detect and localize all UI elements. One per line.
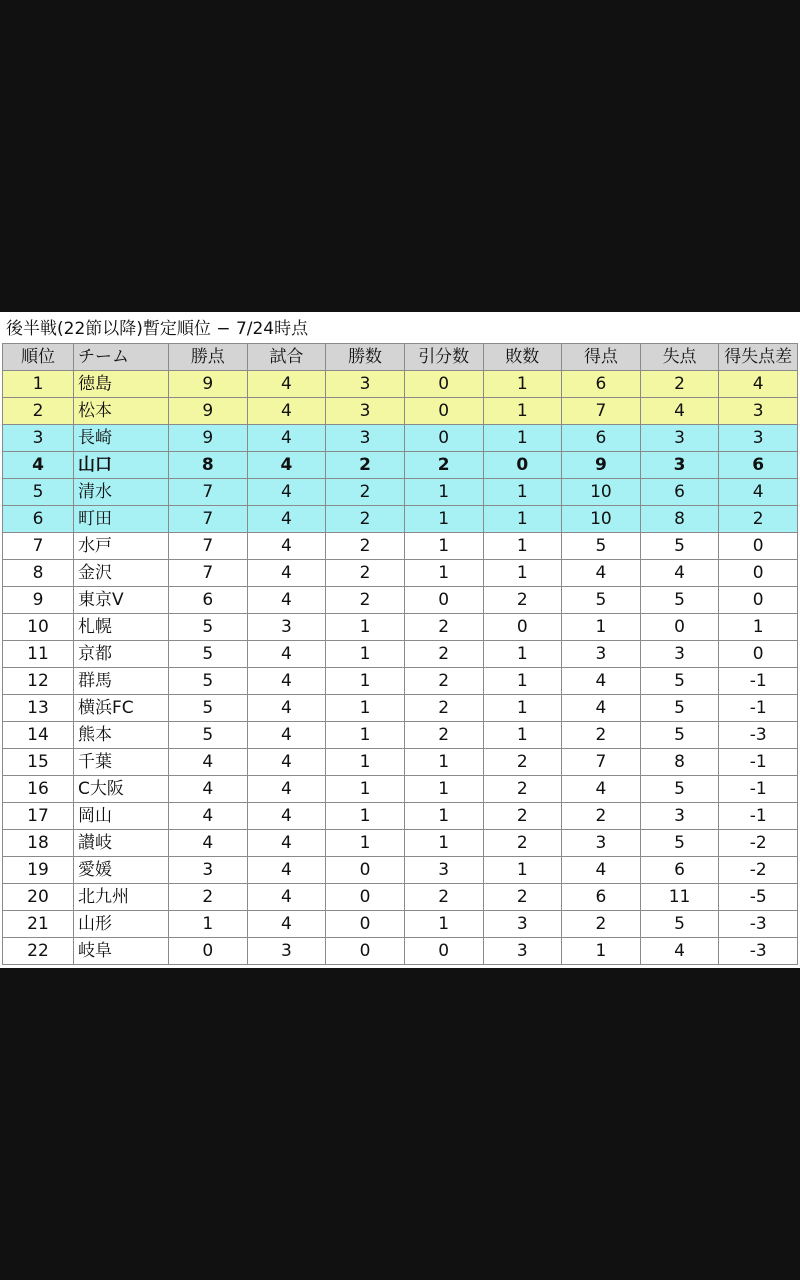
games-cell: 4 [247,533,326,560]
wins-cell: 0 [326,911,405,938]
goals-against-cell: 5 [640,722,719,749]
goals-for-cell: 10 [562,506,641,533]
goal-diff-cell: 0 [719,641,798,668]
wins-cell: 1 [326,830,405,857]
team-cell: 千葉 [74,749,169,776]
games-cell: 4 [247,695,326,722]
goal-diff-cell: -1 [719,803,798,830]
goals-for-cell: 4 [562,695,641,722]
goals-for-cell: 6 [562,884,641,911]
points-cell: 2 [169,884,248,911]
goal-diff-cell: 0 [719,533,798,560]
losses-cell: 3 [483,938,562,965]
losses-cell: 2 [483,749,562,776]
losses-cell: 2 [483,587,562,614]
table-row [3,722,798,749]
points-cell: 5 [169,614,248,641]
table-row [3,560,798,587]
wins-cell: 2 [326,587,405,614]
losses-cell: 3 [483,911,562,938]
games-cell: 4 [247,398,326,425]
wins-cell: 1 [326,749,405,776]
table-row [3,398,798,425]
points-cell: 7 [169,533,248,560]
table-row [3,452,798,479]
table-row [3,668,798,695]
losses-cell: 2 [483,884,562,911]
goals-against-cell: 3 [640,803,719,830]
wins-cell: 1 [326,803,405,830]
losses-cell: 1 [483,533,562,560]
draws-cell: 2 [404,695,483,722]
goals-against-cell: 11 [640,884,719,911]
rank-cell: 17 [3,803,74,830]
rank-cell: 12 [3,668,74,695]
points-cell: 5 [169,668,248,695]
team-cell: 清水 [74,479,169,506]
games-cell: 4 [247,722,326,749]
col-header-points: 勝点 [169,344,248,371]
table-row [3,857,798,884]
goal-diff-cell: 4 [719,371,798,398]
points-cell: 7 [169,479,248,506]
team-cell: 岡山 [74,803,169,830]
standings-table [2,343,798,965]
goal-diff-cell: -3 [719,938,798,965]
draws-cell: 1 [404,776,483,803]
draws-cell: 1 [404,506,483,533]
wins-cell: 2 [326,452,405,479]
team-cell: 山口 [74,452,169,479]
col-header-team: チーム [74,344,169,371]
table-row [3,479,798,506]
goal-diff-cell: -2 [719,830,798,857]
standings-sheet [0,312,800,968]
wins-cell: 2 [326,533,405,560]
points-cell: 5 [169,641,248,668]
table-row [3,830,798,857]
team-cell: 松本 [74,398,169,425]
table-row [3,911,798,938]
table-row [3,776,798,803]
points-cell: 9 [169,425,248,452]
losses-cell: 1 [483,398,562,425]
goals-against-cell: 3 [640,452,719,479]
goals-against-cell: 0 [640,614,719,641]
wins-cell: 3 [326,371,405,398]
games-cell: 4 [247,641,326,668]
wins-cell: 2 [326,560,405,587]
losses-cell: 2 [483,830,562,857]
wins-cell: 1 [326,641,405,668]
goal-diff-cell: -1 [719,749,798,776]
draws-cell: 0 [404,587,483,614]
goal-diff-cell: -1 [719,695,798,722]
goals-against-cell: 4 [640,398,719,425]
wins-cell: 0 [326,938,405,965]
col-header-games: 試合 [247,344,326,371]
team-cell: 横浜FC [74,695,169,722]
losses-cell: 0 [483,614,562,641]
wins-cell: 2 [326,479,405,506]
table-row [3,641,798,668]
rank-cell: 2 [3,398,74,425]
goal-diff-cell: 0 [719,587,798,614]
losses-cell: 0 [483,452,562,479]
games-cell: 4 [247,830,326,857]
losses-cell: 1 [483,560,562,587]
team-cell: 熊本 [74,722,169,749]
table-row [3,803,798,830]
rank-cell: 4 [3,452,74,479]
table-row [3,533,798,560]
games-cell: 3 [247,938,326,965]
points-cell: 4 [169,749,248,776]
wins-cell: 3 [326,398,405,425]
draws-cell: 0 [404,398,483,425]
rank-cell: 15 [3,749,74,776]
goal-diff-cell: -5 [719,884,798,911]
goals-for-cell: 1 [562,614,641,641]
rank-cell: 6 [3,506,74,533]
goals-for-cell: 4 [562,668,641,695]
goals-against-cell: 8 [640,749,719,776]
table-row [3,587,798,614]
rank-cell: 19 [3,857,74,884]
games-cell: 4 [247,560,326,587]
goals-against-cell: 5 [640,911,719,938]
rank-cell: 21 [3,911,74,938]
goals-for-cell: 7 [562,749,641,776]
rank-cell: 1 [3,371,74,398]
col-header-wins: 勝数 [326,344,405,371]
goal-diff-cell: 3 [719,425,798,452]
rank-cell: 20 [3,884,74,911]
games-cell: 4 [247,803,326,830]
team-cell: 山形 [74,911,169,938]
losses-cell: 1 [483,641,562,668]
points-cell: 7 [169,560,248,587]
games-cell: 4 [247,425,326,452]
team-cell: 讃岐 [74,830,169,857]
draws-cell: 1 [404,830,483,857]
draws-cell: 1 [404,560,483,587]
draws-cell: 0 [404,425,483,452]
goals-for-cell: 4 [562,776,641,803]
rank-cell: 8 [3,560,74,587]
points-cell: 0 [169,938,248,965]
wins-cell: 1 [326,722,405,749]
goals-for-cell: 6 [562,371,641,398]
goals-for-cell: 3 [562,641,641,668]
team-cell: 札幌 [74,614,169,641]
losses-cell: 2 [483,803,562,830]
rank-cell: 18 [3,830,74,857]
table-row [3,938,798,965]
rank-cell: 9 [3,587,74,614]
table-row [3,371,798,398]
goals-against-cell: 5 [640,695,719,722]
losses-cell: 1 [483,695,562,722]
points-cell: 7 [169,506,248,533]
games-cell: 4 [247,506,326,533]
draws-cell: 1 [404,479,483,506]
team-cell: 北九州 [74,884,169,911]
wins-cell: 2 [326,506,405,533]
goals-for-cell: 9 [562,452,641,479]
table-row [3,614,798,641]
goal-diff-cell: 0 [719,560,798,587]
goals-for-cell: 2 [562,911,641,938]
goals-for-cell: 1 [562,938,641,965]
table-row [3,695,798,722]
goals-against-cell: 5 [640,668,719,695]
points-cell: 4 [169,776,248,803]
games-cell: 4 [247,668,326,695]
table-row [3,749,798,776]
points-cell: 5 [169,695,248,722]
goal-diff-cell: 1 [719,614,798,641]
draws-cell: 1 [404,749,483,776]
goals-for-cell: 5 [562,587,641,614]
losses-cell: 2 [483,776,562,803]
team-cell: 徳島 [74,371,169,398]
col-header-rank: 順位 [3,344,74,371]
team-cell: 京都 [74,641,169,668]
points-cell: 9 [169,398,248,425]
col-header-draws: 引分数 [404,344,483,371]
points-cell: 6 [169,587,248,614]
table-title: 後半戦(22節以降)暫定順位 − 7/24時点 [6,319,309,339]
wins-cell: 1 [326,614,405,641]
draws-cell: 2 [404,641,483,668]
team-cell: 水戸 [74,533,169,560]
team-cell: 東京V [74,587,169,614]
goals-against-cell: 6 [640,479,719,506]
games-cell: 4 [247,587,326,614]
rank-cell: 13 [3,695,74,722]
points-cell: 4 [169,830,248,857]
wins-cell: 1 [326,668,405,695]
points-cell: 1 [169,911,248,938]
goals-against-cell: 8 [640,506,719,533]
goals-against-cell: 2 [640,371,719,398]
games-cell: 4 [247,911,326,938]
losses-cell: 1 [483,668,562,695]
points-cell: 3 [169,857,248,884]
team-cell: 金沢 [74,560,169,587]
standings-body [3,371,798,965]
rank-cell: 3 [3,425,74,452]
goals-for-cell: 2 [562,722,641,749]
rank-cell: 16 [3,776,74,803]
rank-cell: 5 [3,479,74,506]
goals-for-cell: 6 [562,425,641,452]
wins-cell: 3 [326,425,405,452]
draws-cell: 0 [404,938,483,965]
games-cell: 4 [247,749,326,776]
col-header-goals-against: 失点 [640,344,719,371]
goals-for-cell: 10 [562,479,641,506]
goals-for-cell: 4 [562,857,641,884]
wins-cell: 1 [326,695,405,722]
draws-cell: 1 [404,803,483,830]
games-cell: 3 [247,614,326,641]
points-cell: 5 [169,722,248,749]
goals-for-cell: 3 [562,830,641,857]
goals-against-cell: 5 [640,776,719,803]
games-cell: 4 [247,371,326,398]
goals-against-cell: 3 [640,425,719,452]
rank-cell: 11 [3,641,74,668]
goal-diff-cell: -2 [719,857,798,884]
draws-cell: 2 [404,452,483,479]
rank-cell: 14 [3,722,74,749]
goal-diff-cell: -1 [719,776,798,803]
goal-diff-cell: 6 [719,452,798,479]
goals-against-cell: 5 [640,533,719,560]
draws-cell: 1 [404,533,483,560]
rank-cell: 7 [3,533,74,560]
rank-cell: 22 [3,938,74,965]
points-cell: 4 [169,803,248,830]
draws-cell: 2 [404,614,483,641]
col-header-goal-diff: 得失点差 [719,344,798,371]
col-header-goals-for: 得点 [562,344,641,371]
goal-diff-cell: -1 [719,668,798,695]
table-row [3,425,798,452]
team-cell: 群馬 [74,668,169,695]
games-cell: 4 [247,452,326,479]
draws-cell: 1 [404,911,483,938]
wins-cell: 0 [326,884,405,911]
wins-cell: 0 [326,857,405,884]
team-cell: 愛媛 [74,857,169,884]
games-cell: 4 [247,884,326,911]
losses-cell: 1 [483,425,562,452]
losses-cell: 1 [483,371,562,398]
goal-diff-cell: -3 [719,911,798,938]
draws-cell: 3 [404,857,483,884]
losses-cell: 1 [483,479,562,506]
col-header-losses: 敗数 [483,344,562,371]
points-cell: 8 [169,452,248,479]
goals-against-cell: 6 [640,857,719,884]
games-cell: 4 [247,479,326,506]
team-cell: 町田 [74,506,169,533]
games-cell: 4 [247,776,326,803]
team-cell: 長崎 [74,425,169,452]
goal-diff-cell: -3 [719,722,798,749]
team-cell: 岐阜 [74,938,169,965]
table-row [3,506,798,533]
goals-against-cell: 5 [640,587,719,614]
losses-cell: 1 [483,722,562,749]
goals-against-cell: 4 [640,938,719,965]
goals-against-cell: 3 [640,641,719,668]
wins-cell: 1 [326,776,405,803]
goals-against-cell: 5 [640,830,719,857]
games-cell: 4 [247,857,326,884]
draws-cell: 2 [404,884,483,911]
table-row [3,884,798,911]
goal-diff-cell: 3 [719,398,798,425]
draws-cell: 2 [404,722,483,749]
draws-cell: 2 [404,668,483,695]
goal-diff-cell: 2 [719,506,798,533]
goals-for-cell: 7 [562,398,641,425]
draws-cell: 0 [404,371,483,398]
rank-cell: 10 [3,614,74,641]
points-cell: 9 [169,371,248,398]
goals-for-cell: 4 [562,560,641,587]
goals-for-cell: 5 [562,533,641,560]
goal-diff-cell: 4 [719,479,798,506]
goals-for-cell: 2 [562,803,641,830]
losses-cell: 1 [483,857,562,884]
header-row [3,344,798,371]
team-cell: C大阪 [74,776,169,803]
losses-cell: 1 [483,506,562,533]
goals-against-cell: 4 [640,560,719,587]
